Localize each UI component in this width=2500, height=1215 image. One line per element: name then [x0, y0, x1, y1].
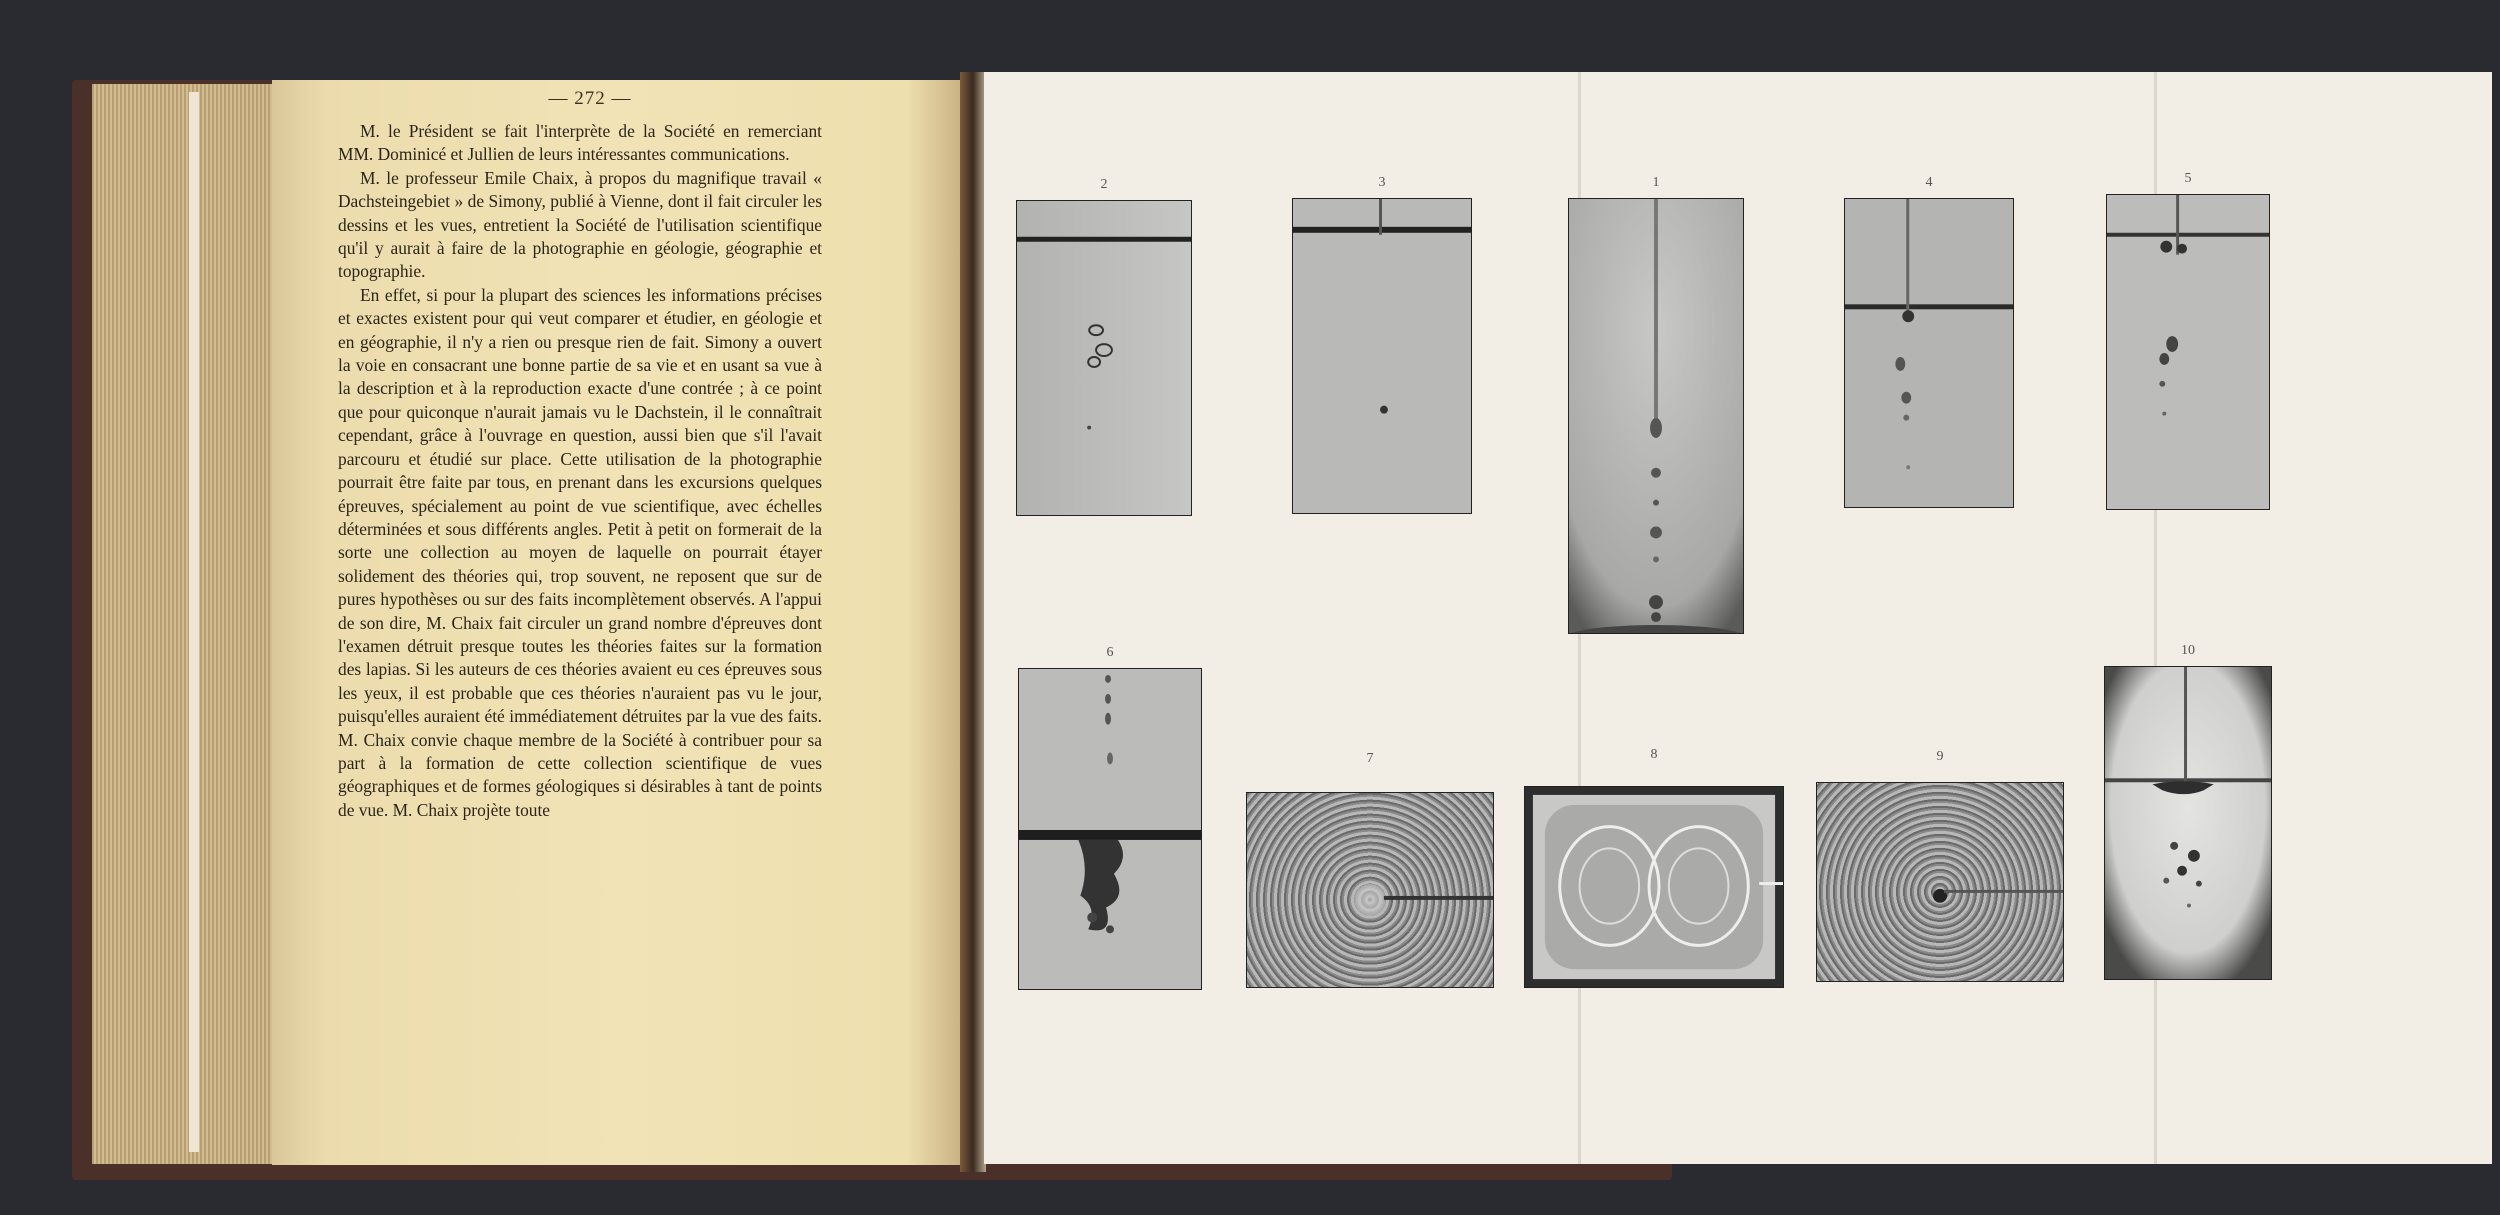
- plate-5: [2106, 172, 2270, 510]
- plate-number: 6: [1106, 645, 1114, 660]
- plate-photo: [1018, 668, 1202, 990]
- plate-number: 8: [1650, 747, 1658, 762]
- paragraph: M. le professeur Emile Chaix, à propos du magnifique travail « Dachsteingebiet » de Simony, publié à Vienne, dont il fait circuler les dessins et les vues, entretient la Société de l'utilisation scientifique qu'il y aurait à faire de la photographie en géologie, géographie et topographie.: [338, 167, 822, 282]
- plate-8: [1524, 748, 1784, 988]
- plate-photo: [2104, 666, 2272, 980]
- plate-3: [1292, 176, 1472, 514]
- page-edges: [92, 84, 272, 1164]
- paragraph: En effet, si pour la plupart des sciences les informations précises et exactes existent pour qui veut comparer et étudier, en géologie et en géographie, il n'y a rien ou presque rien de fait. Simony a ouvert la voie en consacrant une bonne partie de sa vie et en usant sa vue à la description et à la reproduction exacte d'une contrée ; à ce point que pour quiconque n'aurait jamais vu le Dachstein, il le connaîtrait cependant, grâce à l'ouvrage en question, aussi bien que s'il l'avait parcouru et étudié sur place. Cette utilisation de la photographie pourrait être faite par tous, en prenant dans les excursions quelques épreuves, spécialement au point de vue scientifique, avec échelles déterminées et sous différents angles. Petit à petit on formerait de la sorte une collection au moyen de laquelle on pourrait étayer solidement des théories qui, trop souvent, ne reposent que sur de pures hypothèses ou sur des faits incomplètement observés. A l'appui de son dire, M. Chaix fait circuler un grand nombre d'épreuves dont l'examen détruit presque toutes les théories faites sur la formation des lapias. Si les auteurs de ces théories avaient eu ces épreuves sous les yeux, il est probable que ces théories n'auraient pas vu le jour, puisqu'elles auraient été immédiatement détruites par la vue des faits. M. Chaix convie chaque membre de la Société à contribuer pour sa part à la formation de cette collection scientifique de vues géographiques et de formes géologiques si désirables à tant de points de vue. M. Chaix projète toute: [338, 284, 822, 820]
- paragraph: M. le Président se fait l'interprète de la Société en remerciant MM. Dominicé et Jullien de leurs intéressantes communications.: [338, 121, 822, 165]
- plate-4: [1844, 176, 2014, 508]
- plate-2: [1016, 178, 1192, 516]
- page-number: — 272 —: [548, 88, 632, 109]
- plate-9: [1816, 750, 2064, 982]
- plate-number: 7: [1366, 751, 1374, 766]
- plate-6: [1018, 646, 1202, 990]
- book-gutter: [960, 72, 986, 1172]
- page-text: [338, 120, 822, 822]
- plate-number: 3: [1378, 175, 1386, 190]
- plate-photo: [2106, 194, 2270, 510]
- plate-photo: [1292, 198, 1472, 514]
- plate-1: [1568, 176, 1744, 634]
- plate-number: 9: [1936, 749, 1944, 764]
- plate-10: [2104, 644, 2272, 980]
- plate-number: 5: [2184, 171, 2192, 186]
- page-edge-highlight: [189, 92, 199, 1152]
- plate-photo: [1844, 198, 2014, 508]
- plate-7: [1246, 752, 1494, 988]
- plate-photo: [1568, 198, 1744, 634]
- plate-photo: [1816, 782, 2064, 982]
- plate-number: 10: [2181, 643, 2195, 658]
- plate-photo: [1016, 200, 1192, 516]
- plate-number: 2: [1100, 177, 1108, 192]
- plate-number: 1: [1652, 175, 1660, 190]
- plate-number: 4: [1925, 175, 1933, 190]
- plate-photo: [1524, 786, 1784, 988]
- plate-photo: [1246, 792, 1494, 988]
